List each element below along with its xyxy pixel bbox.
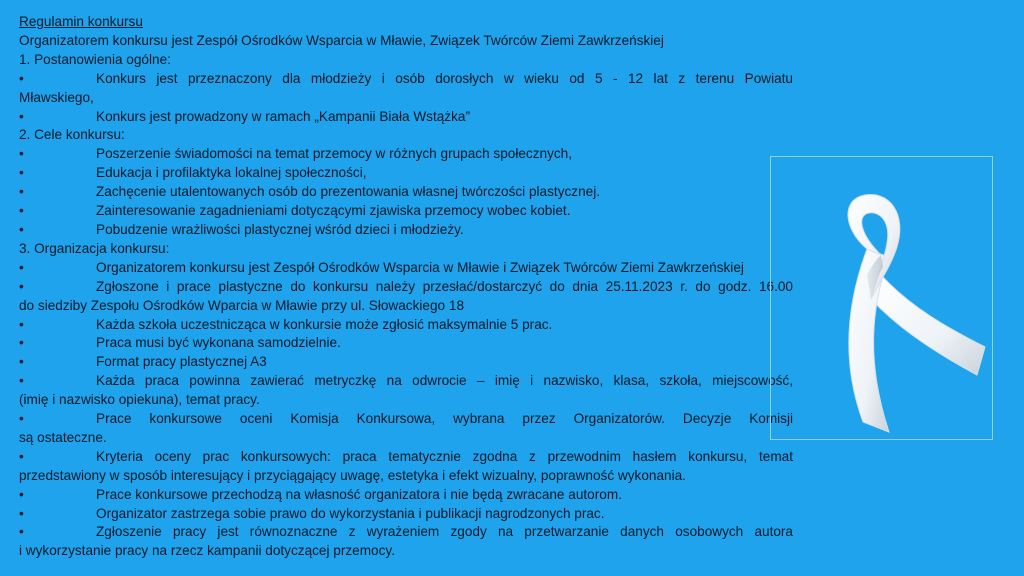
list-item (19, 278, 793, 297)
document-title: Regulamin konkursu (19, 14, 143, 29)
list-item-continuation: przedstawiony w sposób interesujący i przyciągający uwagę, estetyka i efekt wizualny, poprawność wykonania. (19, 467, 686, 483)
bullet: • (19, 316, 24, 332)
list-item-text: Każda praca powinna zawierać metryczkę na odwrocie – imię i nazwisko, klasa, szkoła, miejscowość, (96, 373, 793, 389)
bullet: • (19, 203, 24, 219)
list-item-text: Prace konkursowe przechodzą na własność organizatora i nie będą zwracane autorom. (96, 486, 622, 502)
document-intro: Organizatorem konkursu jest Zespół Ośrodków Wsparcia w Mławie, Związek Twórców Ziemi Zawkrzeńskiej (19, 32, 664, 48)
list-item (19, 70, 793, 89)
list-item-text: Edukacja i profilaktyka lokalnej społeczności, (96, 165, 367, 181)
bullet: • (19, 184, 24, 200)
bullet: • (19, 278, 24, 294)
list-item (19, 164, 793, 183)
list-item-text: Prace konkursowe oceni Komisja Konkursowa, wybrana przez Organizatorów. Decyzje Komisji (96, 411, 793, 427)
section-2-heading: 2. Cele konkursu: (19, 127, 125, 143)
list-item (19, 523, 793, 542)
list-item-text: Każda szkoła uczestnicząca w konkursie może zgłosić maksymalnie 5 prac. (96, 316, 553, 332)
bullet: • (19, 221, 24, 237)
bullet: • (19, 373, 24, 389)
bullet: • (19, 70, 24, 86)
section-3-heading: 3. Organizacja konkursu: (19, 240, 170, 256)
list-item (19, 448, 793, 467)
list-item-text: Organizatorem konkursu jest Zespół Ośrodków Wsparcia w Mławie i Związek Twórców Ziemi Zawkrzeńskiej (96, 259, 744, 275)
bullet: • (19, 146, 24, 162)
list-item (19, 410, 793, 429)
list-item-text: Format pracy plastycznej A3 (96, 354, 267, 370)
list-item-text: Zgłoszenie pracy jest równoznaczne z wyrażeniem zgody na przetwarzanie danych osobowych autora (96, 524, 793, 540)
list-item (19, 505, 793, 524)
bullet: • (19, 259, 24, 275)
list-item (19, 145, 793, 164)
list-item-text: Kryteria oceny prac konkursowych: praca tematycznie zgodna z przewodnim hasłem konkursu, temat (96, 448, 793, 464)
list-item (19, 183, 793, 202)
list-item-text: Organizator zastrzega sobie prawo do wykorzystania i publikacji nagrodzonych prac. (96, 505, 605, 521)
bullet: • (19, 411, 24, 427)
list-item-text: Zainteresowanie zagadnieniami dotyczącymi zjawiska przemocy wobec kobiet. (96, 203, 571, 219)
list-item (19, 334, 793, 353)
list-item (19, 108, 793, 127)
list-item-continuation: są ostateczne. (19, 429, 107, 445)
bullet: • (19, 335, 24, 351)
list-item-text: Zgłoszone i prace plastyczne do konkursu należy przesłać/dostarczyć do dnia 25.11.2023 r. do godz. 16.00 (96, 278, 793, 294)
list-item-text: Praca musi być wykonana samodzielnie. (96, 335, 341, 351)
list-item-continuation: Mławskiego, (19, 89, 94, 105)
list-item-text: Pobudzenie wrażliwości plastycznej wśród dzieci i młodzieży. (96, 221, 464, 237)
bullet: • (19, 524, 24, 540)
bullet: • (19, 108, 24, 124)
list-item (19, 486, 793, 505)
list-item-continuation: (imię i nazwisko opiekuna), temat pracy. (19, 392, 260, 408)
bullet: • (19, 165, 24, 181)
bullet: • (19, 354, 24, 370)
ribbon-image-frame (770, 156, 993, 440)
list-item-text: Konkurs jest prowadzony w ramach „Kampanii Biała Wstążka” (96, 108, 470, 124)
section-1-heading: 1. Postanowienia ogólne: (19, 51, 171, 67)
list-item (19, 202, 793, 221)
list-item (19, 259, 793, 278)
list-item (19, 353, 793, 372)
list-item-continuation: do siedziby Zespołu Ośrodków Wparcia w Mławie przy ul. Słowackiego 18 (19, 297, 465, 313)
bullet: • (19, 486, 24, 502)
list-item (19, 316, 793, 335)
list-item-text: Zachęcenie utalentowanych osób do prezentowania własnej twórczości plastycznej. (96, 184, 601, 200)
list-item (19, 221, 793, 240)
list-item-continuation: i wykorzystanie pracy na rzecz kampanii dotyczącej przemocy. (19, 543, 395, 559)
list-item (19, 372, 793, 391)
list-item-text: Konkurs jest przeznaczony dla młodzieży i osób dorosłych w wieku od 5 - 12 lat z terenu Powiatu (96, 70, 793, 86)
list-item-text: Poszerzenie świadomości na temat przemocy w różnych grupach społecznych, (96, 146, 572, 162)
bullet: • (19, 448, 24, 464)
white-ribbon-icon (771, 157, 994, 441)
bullet: • (19, 505, 24, 521)
regulations-document (19, 13, 793, 561)
